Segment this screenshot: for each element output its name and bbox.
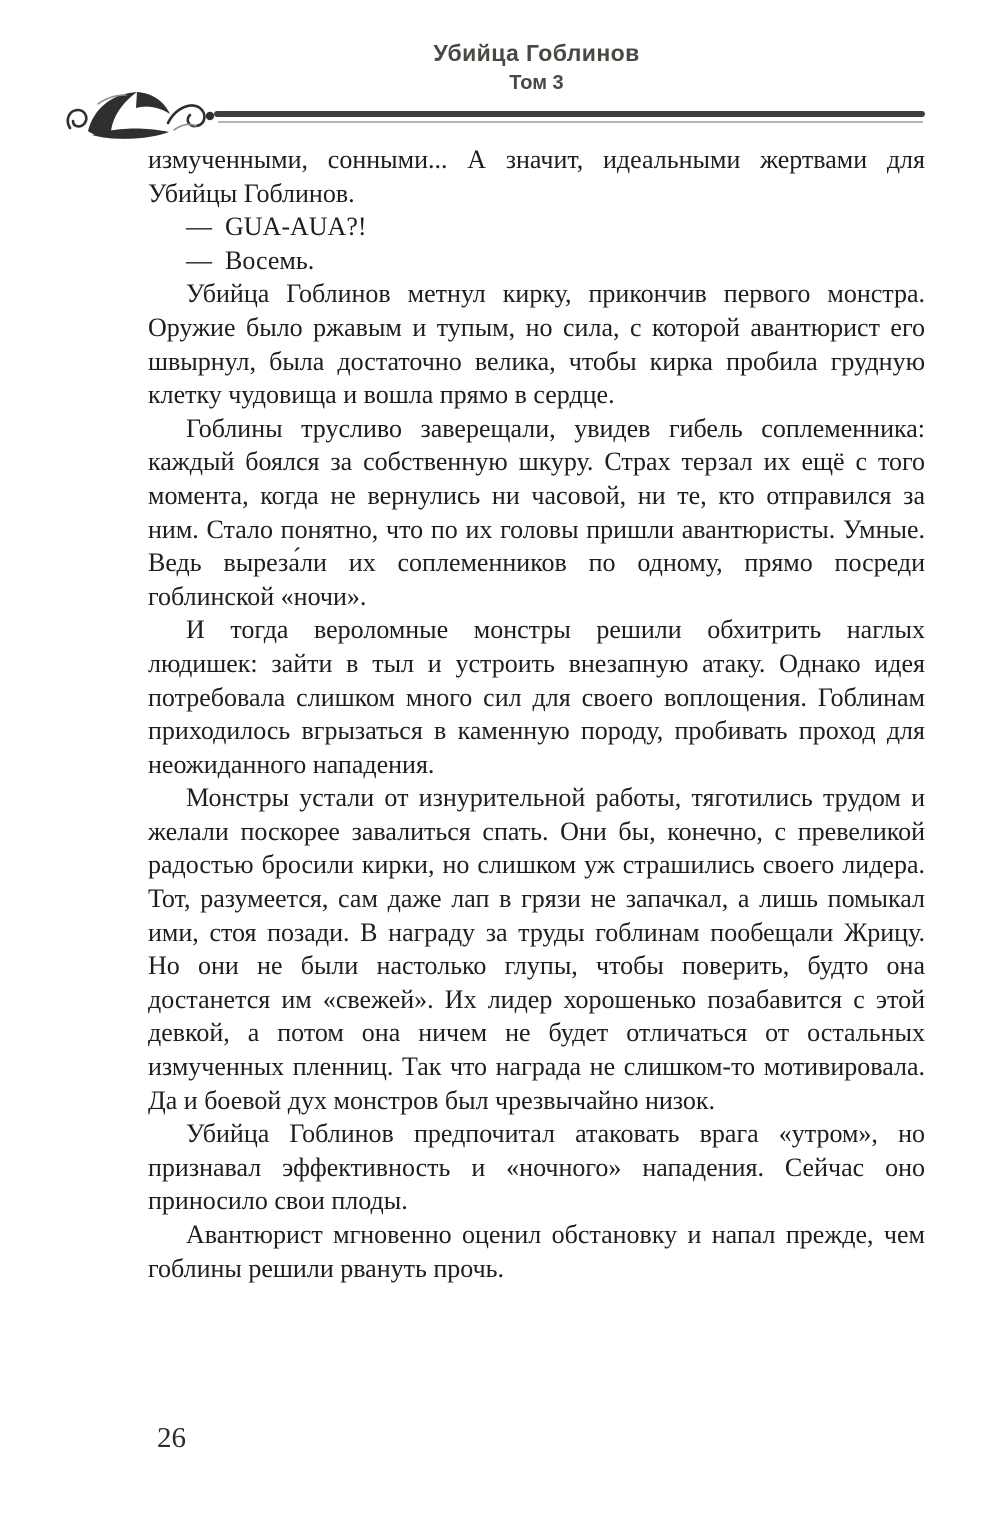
paragraph: И тогда вероломные монстры решили обхитрить наглых людишек: зайти в тыл и устроить внезапную атаку. Однако идея потребовала слишком много сил для своего воплощения. Гоблинам приходилось вгрызаться в каменную породу, пробивать проход для неожиданного нападения. [148, 615, 925, 779]
paragraph: Гоблины трусливо заверещали, увидев гибель соплеменника: каждый боялся за собственную шкуру. Страх терзал их ещё с того момента, когда не вернулись ни часовой, ни те, кто отправился за ним. Стало понятно, что по их головы пришли авантюристы. Умные. Ведь выреза́ли их соплеменников по одному, прямо посреди гоблинской «ночи». [148, 413, 925, 611]
paragraph: Убийца Гоблинов предпочитал атаковать врага «утром», но признавал эффективность и «ночного» нападения. Сейчас оно приносило свои плоды. [148, 1119, 925, 1216]
divider-rule-thin [218, 121, 923, 123]
paragraph: Монстры устали от изнурительной работы, тяготились трудом и желали поскорее завалиться спать. Они бы, конечно, с превеликой радостью бросили кирки, но слишком уж страшились своего лидера. Тот, разумеется, сам даже лап в грязи не запачкал, а лишь помыкал ими, стоя позади. В награду за труды гоблинам пообещали Жрицу. Но они не были настолько глупы, чтобы поверить, будто она достанется им «свежей». Их лидер хорошенько позабавится с этой девкой, а потом она ничем не будет отличаться от остальных измученных пленниц. Так что награда не слишком-то мотивировала. Да и боевой дух монстров был чрезвычайно низок. [148, 783, 925, 1115]
header-divider [64, 86, 925, 144]
floral-flourish-icon [64, 86, 216, 144]
paragraph: — Восемь. [186, 245, 315, 275]
volume-label: Том 3 [509, 72, 564, 94]
page-number: 26 [157, 1422, 186, 1454]
book-title: Убийца Гоблинов [433, 40, 640, 66]
paragraph: Убийца Гоблинов метнул кирку, прикончив первого монстра. Оружие было ржавым и тупым, но сила, с которой авантюрист его швырнул, была достаточно велика, чтобы кирка пробила грудную клетку чудовища и вошла прямо в сердце. [148, 279, 925, 410]
paragraph: измученными, сонными... А значит, идеальными жертвами для Убийцы Гоблинов. [148, 145, 925, 208]
paragraph: — GUA-AUA?! [186, 212, 367, 242]
text-block [148, 143, 925, 1285]
paragraph: Авантюрист мгновенно оценил обстановку и напал прежде, чем гоблины решили рвануть прочь. [148, 1220, 925, 1283]
divider-rule-thick [214, 111, 925, 117]
